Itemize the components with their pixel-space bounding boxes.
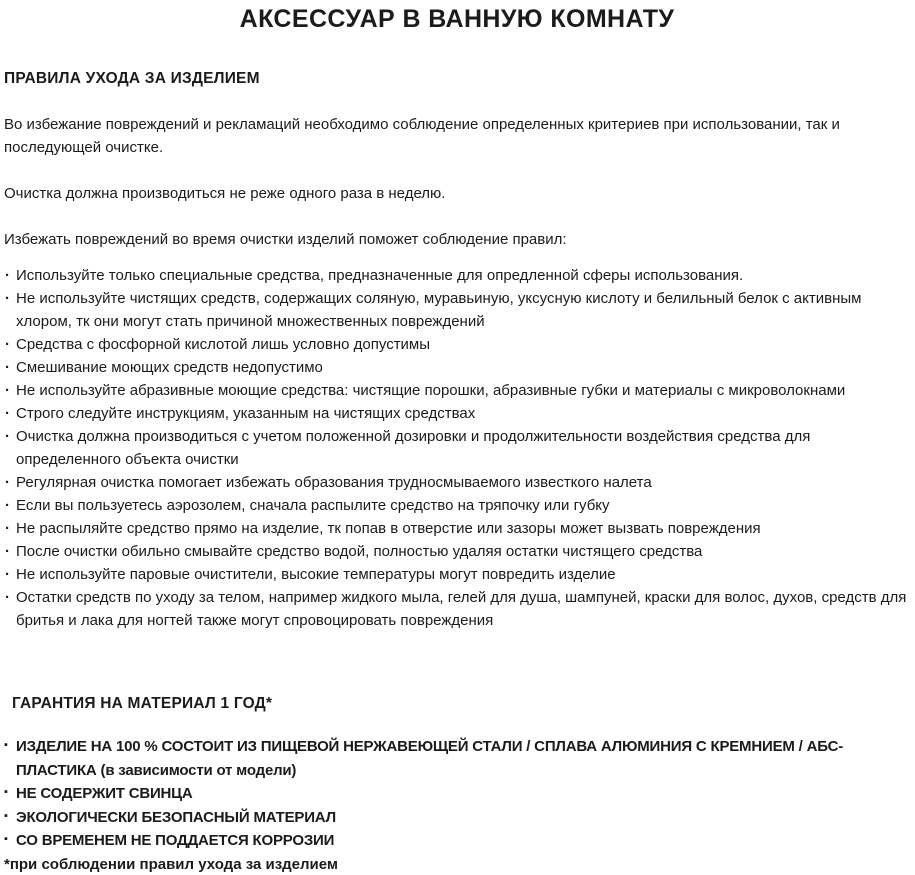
care-rule-item: · Не используйте паровые очистители, высокие температуры могут повредить изделие [4,563,910,586]
warranty-item: ▪ ИЗДЕЛИЕ НА 100 % СОСТОИТ ИЗ ПИЩЕВОЙ НЕРЖАВЕЮЩЕЙ СТАЛИ / СПЛАВА АЛЮМИНИЯ С КРЕМНИЕМ / АБС-ПЛАСТИКА (в зависимости от модели) [4,735,910,782]
care-rule-item: · Не используйте абразивные моющие средства: чистящие порошки, абразивные губки и материалы с микроволокнами [4,379,910,402]
care-rule-item: · Регулярная очистка помогает избежать образования трудносмываемого известкого налета [4,471,910,494]
document-page [0,5,915,875]
care-rule-item: · Строго следуйте инструкциям, указанным на чистящих средствах [4,402,910,425]
care-rule-item: · Остатки средств по уходу за телом, например жидкого мыла, гелей для душа, шампуней, краски для волос, духов, средств для бритья и лака для ногтей также могут спровоцировать повреждения [4,586,910,632]
care-rules-list [4,264,910,632]
warranty-items-list [4,735,910,853]
warranty-heading: ГАРАНТИЯ НА МАТЕРИАЛ 1 ГОД* [12,695,273,712]
intro-paragraph: Во избежание повреждений и рекламаций необходимо соблюдение определенных критериев при использовании, так и последующей очистке. [4,116,840,156]
warranty-footnote: *при соблюдении правил ухода за изделием [4,855,339,873]
warranty-item: ▪ СО ВРЕМЕНЕМ НЕ ПОДДАЕТСЯ КОРРОЗИИ [4,829,910,853]
care-rule-item: · Средства с фосфорной кислотой лишь условно допустимы [4,333,910,356]
care-rule-item: · Очистка должна производиться с учетом положенной дозировки и продолжительности воздействия средства для определенного объекта очистки [4,425,910,471]
care-rule-item: · Не используйте чистящих средств, содержащих соляную, муравьиную, уксусную кислоту и белильный белок с активным хлором, тк они могут стать причиной множественных повреждений [4,287,910,333]
rules-intro-paragraph: Избежать повреждений во время очистки изделий поможет соблюдение правил: [4,231,567,248]
page-title: АКСЕССУАР В ВАННУЮ КОМНАТУ [239,5,675,33]
care-rule-item: · Если вы пользуетесь аэрозолем, сначала распылите средство на тряпочку или губку [4,494,910,517]
cleaning-frequency-paragraph: Очистка должна производиться не реже одного раза в неделю. [4,185,446,202]
care-rule-item: · Используйте только специальные средства, предназначенные для опредленной сферы использования. [4,264,910,287]
care-rule-item: · Не распыляйте средство прямо на изделие, тк попав в отверстие или зазоры может вызвать повреждения [4,517,910,540]
warranty-item: ▪ НЕ СОДЕРЖИТ СВИНЦА [4,782,910,806]
warranty-item: ▪ ЭКОЛОГИЧЕСКИ БЕЗОПАСНЫЙ МАТЕРИАЛ [4,806,910,830]
care-rule-item: · После очистки обильно смывайте средство водой, полностью удаляя остатки чистящего средства [4,540,910,563]
care-rules-heading: ПРАВИЛА УХОДА ЗА ИЗДЕЛИЕМ [4,70,260,87]
care-rule-item: · Смешивание моющих средств недопустимо [4,356,910,379]
